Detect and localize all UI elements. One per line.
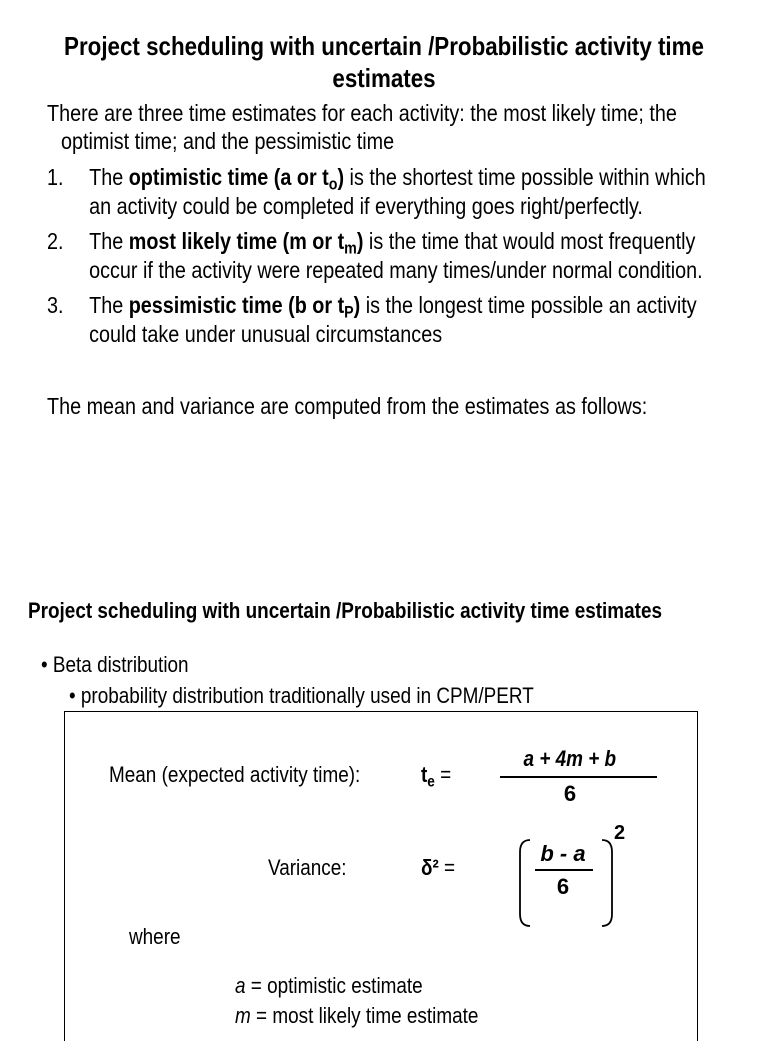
variance-equals: =	[438, 855, 456, 880]
term-subscript: m	[344, 238, 357, 258]
def-optimistic	[235, 973, 423, 999]
list-item-pre: The	[89, 292, 129, 318]
list-number: 3.	[47, 292, 64, 318]
mean-symbol-sub: e	[427, 773, 435, 791]
term-close: )	[353, 292, 361, 318]
variance-label: Variance:	[268, 855, 347, 880]
def-symbol: m	[235, 1003, 251, 1028]
variance-symbol-delta: δ²	[421, 855, 439, 880]
mean-symbol-t: t	[421, 762, 428, 787]
term-text: optimistic time (a or t	[128, 164, 329, 190]
closing-text: The mean and variance are computed from the estimates as follows:	[47, 393, 648, 419]
variance-denominator: 6	[556, 874, 570, 899]
term-subscript: P	[344, 302, 354, 322]
left-paren	[520, 840, 530, 926]
def-text: = optimistic estimate	[245, 973, 423, 998]
list-item-pre: The	[89, 228, 129, 254]
list-item-post: is the time that would most frequently	[363, 228, 696, 254]
slide1-title-line1: Project scheduling with uncertain /Probabilistic activity time	[64, 31, 704, 61]
list-item-line2: could take under unusual circumstances	[89, 321, 443, 347]
mean-equals: =	[434, 762, 452, 787]
variance-numerator: b - a	[540, 841, 586, 866]
bullet-beta-text: Beta distribution	[52, 652, 189, 677]
term-optimistic	[128, 164, 345, 194]
mean-symbol	[421, 762, 451, 791]
intro-line2: optimist time; and the pessimistic time	[61, 128, 395, 154]
bullet-beta	[41, 651, 189, 678]
list-item-line2: an activity could be completed if everything goes right/perfectly.	[89, 193, 643, 219]
term-pessimistic	[128, 292, 361, 322]
list-item-post: is the shortest time possible within which	[344, 164, 706, 190]
mean-fraction-line	[500, 776, 657, 778]
term-text: pessimistic time (b or t	[128, 292, 345, 318]
def-text: = most likely time estimate	[250, 1003, 479, 1028]
list-number: 1.	[47, 164, 64, 190]
def-most-likely	[235, 1003, 478, 1029]
list-number: 2.	[47, 228, 64, 254]
term-most-likely	[128, 228, 364, 258]
variance-symbol	[421, 855, 455, 881]
variance-fraction-line	[535, 869, 593, 871]
where-label: where	[129, 924, 181, 949]
bullet-dot-icon: •	[69, 683, 81, 708]
term-close: )	[356, 228, 364, 254]
bullet-dot-icon: •	[41, 652, 53, 677]
mean-label: Mean (expected activity time):	[109, 762, 361, 787]
mean-numerator	[500, 746, 640, 772]
bullet-probability-text: probability distribution traditionally used in CPM/PERT	[80, 683, 534, 708]
slide1-title	[0, 30, 768, 94]
slide1-title-line2: estimates	[332, 63, 436, 93]
mean-denominator: 6	[563, 781, 577, 806]
intro-line1: There are three time estimates for each activity: the most likely time; the	[47, 100, 677, 126]
def-symbol: a	[235, 973, 246, 998]
list-item-line2: occur if the activity were repeated many times/under normal condition.	[89, 257, 703, 283]
mean-numerator-text: a + 4m + b	[523, 746, 617, 771]
bullet-probability	[69, 682, 534, 709]
term-close: )	[337, 164, 345, 190]
variance-exponent: 2	[614, 822, 626, 844]
term-subscript: o	[328, 174, 338, 194]
right-paren	[602, 840, 612, 926]
slide2-title: Project scheduling with uncertain /Probabilistic activity time estimates	[28, 598, 663, 623]
list-item-pre: The	[89, 164, 129, 190]
term-text: most likely time (m or t	[128, 228, 345, 254]
list-item-post: is the longest time possible an activity	[360, 292, 697, 318]
